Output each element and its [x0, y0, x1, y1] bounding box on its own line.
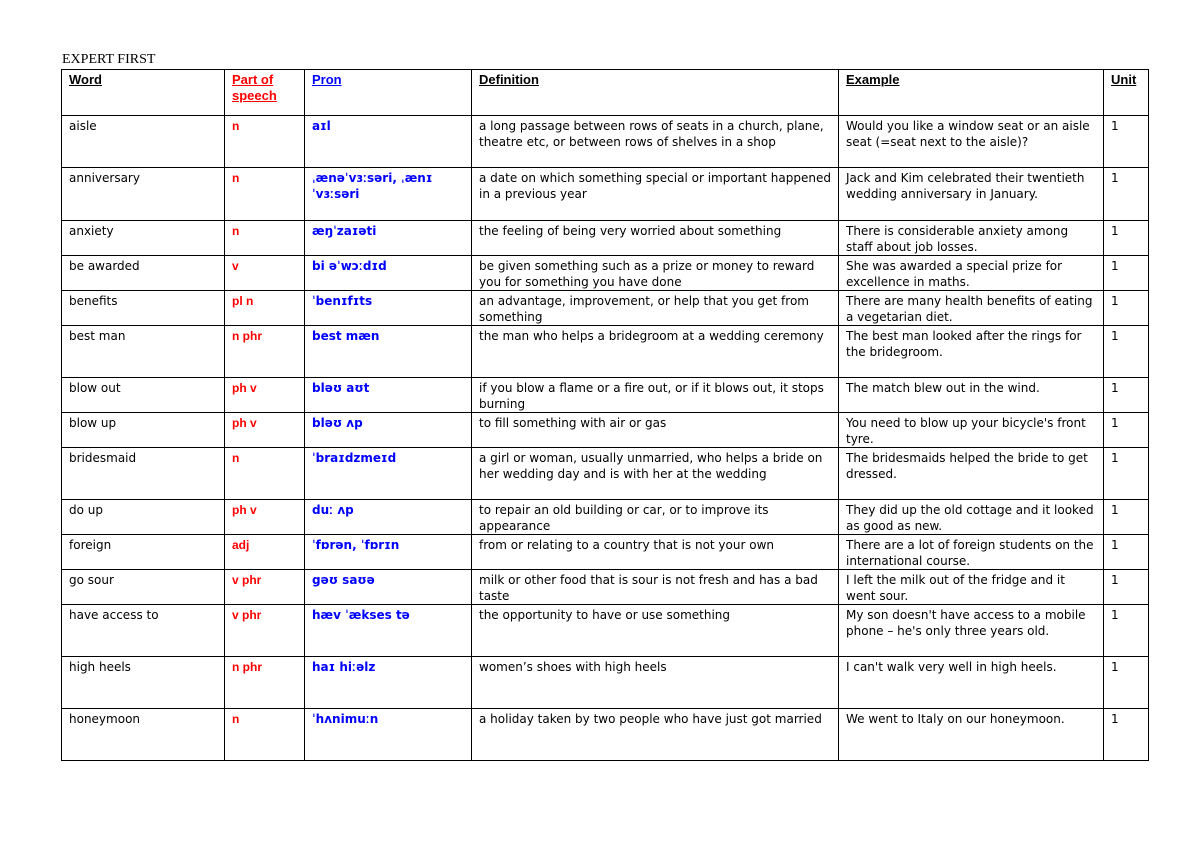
part-of-speech-cell: v phr	[225, 605, 305, 657]
example-cell: The best man looked after the rings for the bridegroom.	[839, 326, 1104, 378]
definition-cell: to fill something with air or gas	[472, 413, 839, 448]
definition-cell: a girl or woman, usually unmarried, who helps a bride on her wedding day and is with her at the wedding	[472, 448, 839, 500]
word-cell: go sour	[62, 570, 225, 605]
definition-cell: milk or other food that is sour is not fresh and has a bad taste	[472, 570, 839, 605]
unit-cell: 1	[1104, 500, 1149, 535]
vocabulary-table	[61, 69, 1149, 761]
unit-cell: 1	[1104, 256, 1149, 291]
unit-cell: 1	[1104, 448, 1149, 500]
header-pronunciation: Pron	[305, 70, 472, 116]
table-row	[62, 168, 1149, 221]
definition-cell: women’s shoes with high heels	[472, 657, 839, 709]
pronunciation-cell: hæv ˈækses tə	[305, 605, 472, 657]
table-row	[62, 291, 1149, 326]
table-row	[62, 448, 1149, 500]
word-cell: have access to	[62, 605, 225, 657]
part-of-speech-cell: pl n	[225, 291, 305, 326]
pronunciation-cell: gəʊ saʊə	[305, 570, 472, 605]
pronunciation-cell: bləʊ ʌp	[305, 413, 472, 448]
definition-cell: the man who helps a bridegroom at a wedding ceremony	[472, 326, 839, 378]
part-of-speech-cell: ph v	[225, 413, 305, 448]
example-cell: There are a lot of foreign students on the international course.	[839, 535, 1104, 570]
example-cell: There are many health benefits of eating a vegetarian diet.	[839, 291, 1104, 326]
definition-cell: from or relating to a country that is not your own	[472, 535, 839, 570]
unit-cell: 1	[1104, 168, 1149, 221]
part-of-speech-cell: n	[225, 116, 305, 168]
unit-cell: 1	[1104, 221, 1149, 256]
definition-cell: the feeling of being very worried about something	[472, 221, 839, 256]
table-row	[62, 378, 1149, 413]
word-cell: high heels	[62, 657, 225, 709]
part-of-speech-cell: n phr	[225, 657, 305, 709]
table-row	[62, 657, 1149, 709]
pronunciation-cell: best mæn	[305, 326, 472, 378]
header-unit: Unit	[1104, 70, 1149, 116]
definition-cell: a long passage between rows of seats in a church, plane, theatre etc, or between rows of shelves in a shop	[472, 116, 839, 168]
example-cell: The match blew out in the wind.	[839, 378, 1104, 413]
pronunciation-cell: haɪ hiːəlz	[305, 657, 472, 709]
part-of-speech-cell: adj	[225, 535, 305, 570]
example-cell: There is considerable anxiety among staff about job losses.	[839, 221, 1104, 256]
part-of-speech-cell: n	[225, 168, 305, 221]
definition-cell: the opportunity to have or use something	[472, 605, 839, 657]
pronunciation-cell: bi əˈwɔːdɪd	[305, 256, 472, 291]
word-cell: blow up	[62, 413, 225, 448]
part-of-speech-cell: v phr	[225, 570, 305, 605]
word-cell: bridesmaid	[62, 448, 225, 500]
word-cell: blow out	[62, 378, 225, 413]
unit-cell: 1	[1104, 570, 1149, 605]
example-cell: Jack and Kim celebrated their twentieth wedding anniversary in January.	[839, 168, 1104, 221]
example-cell: Would you like a window seat or an aisle seat (=seat next to the aisle)?	[839, 116, 1104, 168]
unit-cell: 1	[1104, 709, 1149, 761]
pronunciation-cell: ˈbenɪfɪts	[305, 291, 472, 326]
table-row	[62, 709, 1149, 761]
table-row	[62, 221, 1149, 256]
part-of-speech-cell: v	[225, 256, 305, 291]
header-part-of-speech: Part of speech	[225, 70, 305, 116]
table-row	[62, 535, 1149, 570]
table-header-row	[62, 70, 1149, 116]
definition-cell: an advantage, improvement, or help that you get from something	[472, 291, 839, 326]
example-cell: We went to Italy on our honeymoon.	[839, 709, 1104, 761]
word-cell: do up	[62, 500, 225, 535]
example-cell: I left the milk out of the fridge and it went sour.	[839, 570, 1104, 605]
example-cell: The bridesmaids helped the bride to get dressed.	[839, 448, 1104, 500]
table-row	[62, 605, 1149, 657]
word-cell: aisle	[62, 116, 225, 168]
word-cell: benefits	[62, 291, 225, 326]
example-cell: You need to blow up your bicycle's front tyre.	[839, 413, 1104, 448]
pronunciation-cell: aɪl	[305, 116, 472, 168]
pronunciation-cell: ˈbraɪdzmeɪd	[305, 448, 472, 500]
part-of-speech-cell: ph v	[225, 378, 305, 413]
unit-cell: 1	[1104, 326, 1149, 378]
header-example: Example	[839, 70, 1104, 116]
example-cell: They did up the old cottage and it looked as good as new.	[839, 500, 1104, 535]
document-title: EXPERT FIRST	[62, 52, 156, 67]
word-cell: foreign	[62, 535, 225, 570]
header-word: Word	[62, 70, 225, 116]
table-row	[62, 326, 1149, 378]
pronunciation-cell: ˈhʌnimuːn	[305, 709, 472, 761]
pronunciation-cell: bləʊ aʊt	[305, 378, 472, 413]
part-of-speech-cell: n	[225, 221, 305, 256]
definition-cell: a holiday taken by two people who have just got married	[472, 709, 839, 761]
pronunciation-cell: duː ʌp	[305, 500, 472, 535]
unit-cell: 1	[1104, 116, 1149, 168]
part-of-speech-cell: n	[225, 448, 305, 500]
table-row	[62, 570, 1149, 605]
word-cell: best man	[62, 326, 225, 378]
word-cell: anniversary	[62, 168, 225, 221]
definition-cell: a date on which something special or important happened in a previous year	[472, 168, 839, 221]
example-cell: My son doesn't have access to a mobile phone – he's only three years old.	[839, 605, 1104, 657]
header-definition: Definition	[472, 70, 839, 116]
unit-cell: 1	[1104, 291, 1149, 326]
unit-cell: 1	[1104, 413, 1149, 448]
table-row	[62, 116, 1149, 168]
unit-cell: 1	[1104, 378, 1149, 413]
pronunciation-cell: æŋˈzaɪəti	[305, 221, 472, 256]
table-row	[62, 500, 1149, 535]
example-cell: I can't walk very well in high heels.	[839, 657, 1104, 709]
unit-cell: 1	[1104, 535, 1149, 570]
part-of-speech-cell: ph v	[225, 500, 305, 535]
word-cell: be awarded	[62, 256, 225, 291]
table-row	[62, 413, 1149, 448]
pronunciation-cell: ˌænəˈvɜːsəri, ˌænɪˈvɜːsəri	[305, 168, 472, 221]
pronunciation-cell: ˈfɒrən, ˈfɒrɪn	[305, 535, 472, 570]
word-cell: honeymoon	[62, 709, 225, 761]
part-of-speech-cell: n	[225, 709, 305, 761]
definition-cell: be given something such as a prize or money to reward you for something you have done	[472, 256, 839, 291]
unit-cell: 1	[1104, 657, 1149, 709]
part-of-speech-cell: n phr	[225, 326, 305, 378]
word-cell: anxiety	[62, 221, 225, 256]
definition-cell: to repair an old building or car, or to improve its appearance	[472, 500, 839, 535]
example-cell: She was awarded a special prize for excellence in maths.	[839, 256, 1104, 291]
unit-cell: 1	[1104, 605, 1149, 657]
definition-cell: if you blow a flame or a fire out, or if it blows out, it stops burning	[472, 378, 839, 413]
table-row	[62, 256, 1149, 291]
